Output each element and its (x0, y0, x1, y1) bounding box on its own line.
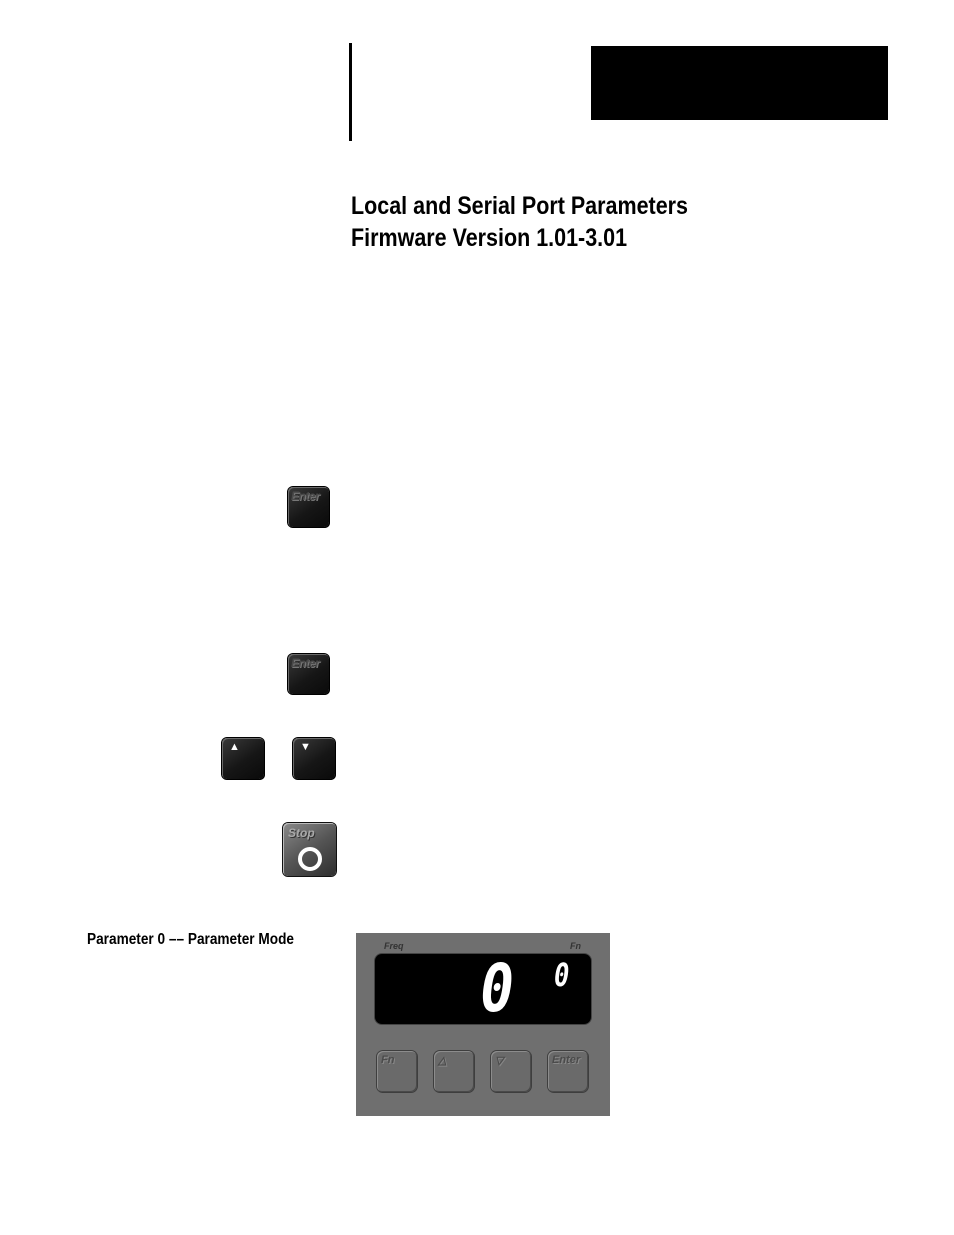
header-rule (349, 43, 352, 141)
stop-key-icon (283, 823, 336, 876)
up-arrow-key-icon (222, 738, 264, 779)
stop-key-label: Stop (288, 826, 315, 840)
up-arrow-icon: ▲ (229, 741, 240, 753)
down-arrow-icon: ▼ (300, 741, 311, 753)
down-arrow-key-icon (293, 738, 335, 779)
chapter-tab-block (591, 46, 888, 120)
enter-key-label: Enter (291, 489, 320, 503)
enter-key-icon (288, 487, 329, 527)
panel-down-arrow-icon: ▽ (495, 1055, 504, 1067)
panel-up-arrow-icon: △ (438, 1055, 447, 1067)
lcd-main-digit: 0 (474, 950, 520, 1027)
lcd-display (375, 950, 591, 1027)
panel-up-button (434, 1051, 474, 1092)
stop-circle-icon (298, 847, 322, 871)
enter-key-label: Enter (291, 656, 320, 670)
fn-label: Fn (570, 941, 581, 951)
page-title (351, 190, 688, 254)
panel-enter-label: Enter (552, 1054, 581, 1066)
lcd-small-digit: 0 (551, 956, 573, 994)
enter-key-icon (288, 654, 329, 694)
freq-label: Freq (384, 941, 404, 951)
panel-enter-button (548, 1051, 588, 1092)
title-line-2: Firmware Version 1.01-3.01 (351, 224, 628, 252)
panel-fn-label: Fn (381, 1054, 395, 1066)
title-line-1: Local and Serial Port Parameters (351, 192, 688, 220)
parameter-heading: Parameter 0 –– Parameter Mode (87, 931, 294, 948)
display-panel (356, 933, 610, 1116)
panel-down-button (491, 1051, 531, 1092)
panel-fn-button (377, 1051, 417, 1092)
